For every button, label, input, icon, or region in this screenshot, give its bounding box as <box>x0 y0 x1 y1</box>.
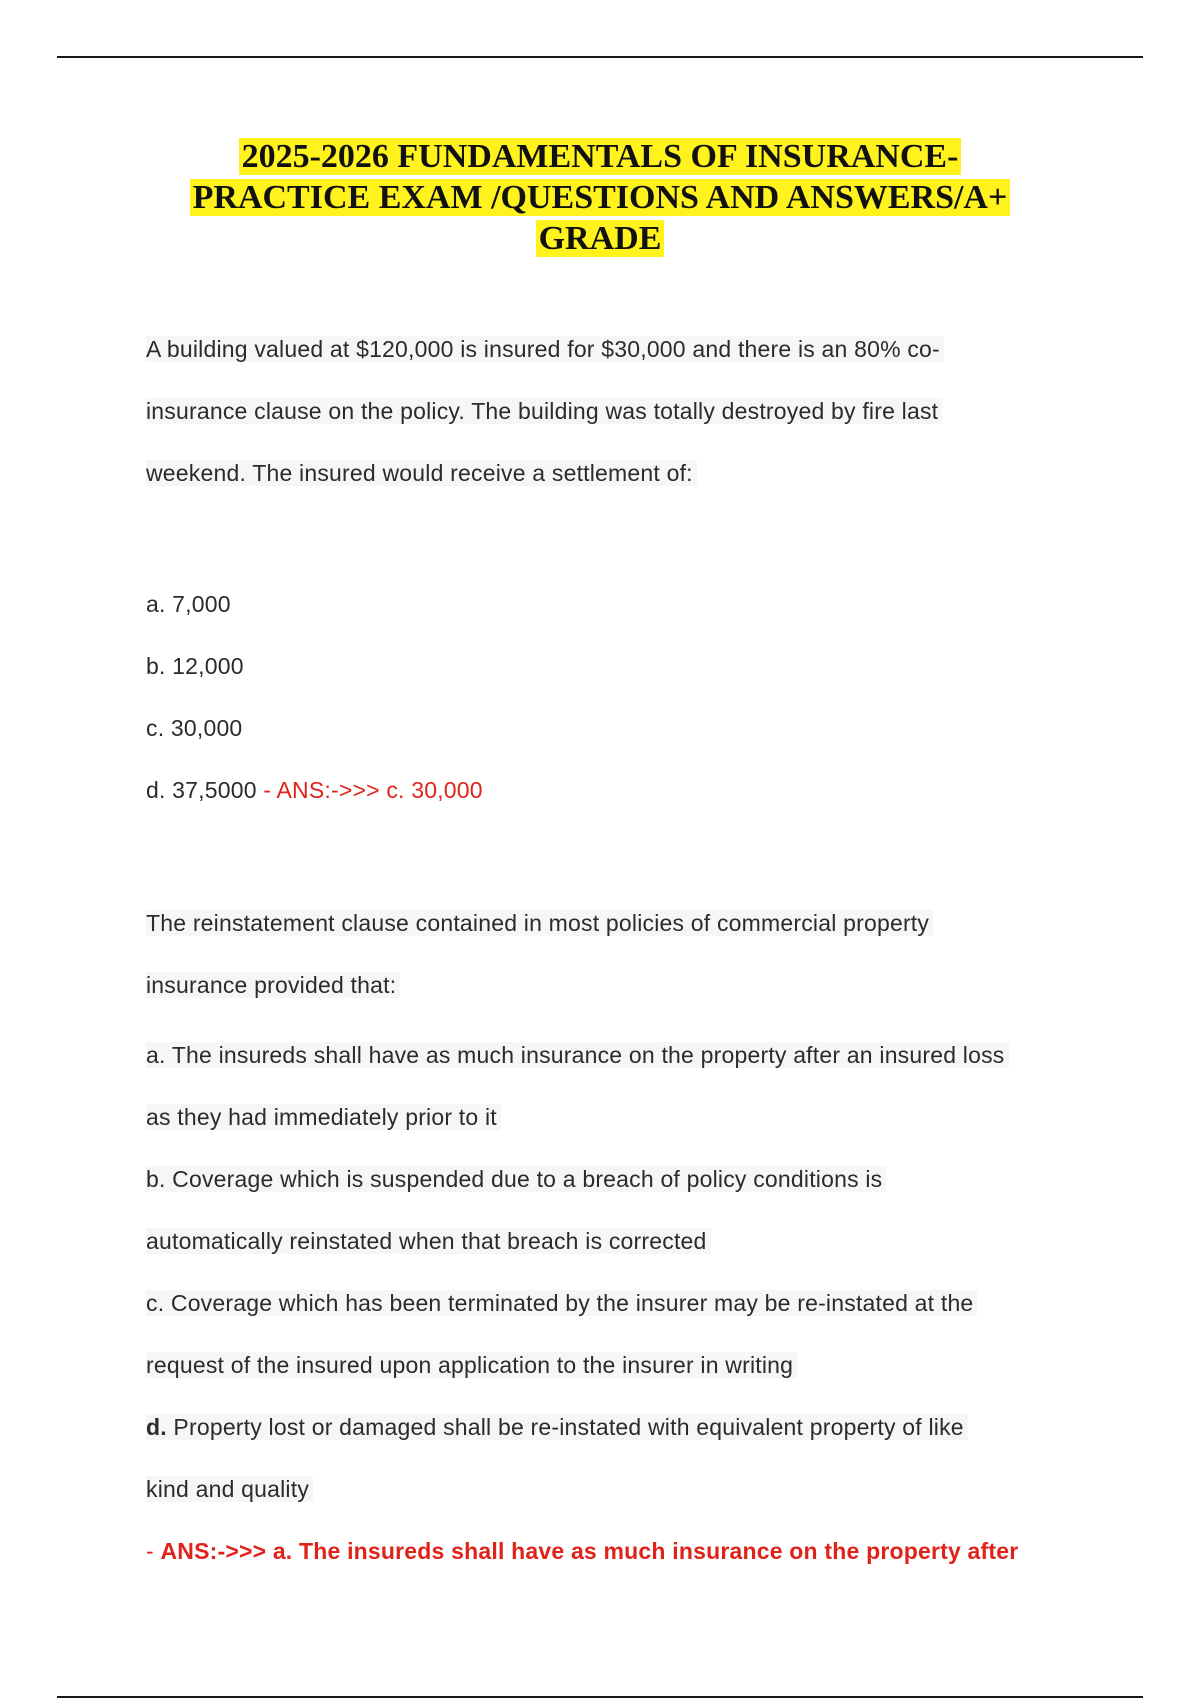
q1-option-d-text: d. 37,5000 <box>146 777 257 803</box>
title-line-2: PRACTICE EXAM /QUESTIONS AND ANSWERS/A+ <box>190 179 1011 216</box>
q2-option-d-text: Property lost or damaged shall be re-instated with equivalent property of like <box>166 1414 964 1440</box>
q2-option-b-line-1: b. Coverage which is suspended due to a breach of policy conditions is <box>146 1164 886 1194</box>
q2-option-d-line-2: kind and quality <box>146 1474 313 1504</box>
q1-option-b: b. 12,000 <box>146 653 244 679</box>
q1-option-c: c. 30,000 <box>146 715 243 741</box>
title-line-3: GRADE <box>536 220 665 257</box>
q1-option-a: a. 7,000 <box>146 591 231 617</box>
q2-answer-line <box>146 1536 1018 1566</box>
q1-stem-line-3: weekend. The insured would receive a settlement of: <box>146 458 697 488</box>
q2-stem-line-2: insurance provided that: <box>146 970 400 1000</box>
document-title <box>60 136 1140 259</box>
q2-option-d-letter: d. <box>146 1414 167 1440</box>
q2-option-d-line-1 <box>146 1412 968 1442</box>
q1-option-d <box>146 775 483 805</box>
q2-answer-prefix: - <box>146 1538 161 1564</box>
q2-stem-line-1: The reinstatement clause contained in most policies of commercial property <box>146 908 933 938</box>
bottom-rule <box>57 1696 1143 1698</box>
q1-stem-line-2: insurance clause on the policy. The building was totally destroyed by fire last <box>146 396 942 426</box>
q2-option-a-line-1: a. The insureds shall have as much insurance on the property after an insured loss <box>146 1040 1009 1070</box>
q1-answer-prefix: - ANS:->>> <box>256 777 387 803</box>
q2-option-b-line-2: automatically reinstated when that breach is corrected <box>146 1226 711 1256</box>
q2-option-c-line-1: c. Coverage which has been terminated by the insurer may be re-instated at the <box>146 1288 977 1318</box>
q2-option-a-line-2: as they had immediately prior to it <box>146 1102 501 1132</box>
top-rule <box>57 56 1143 58</box>
q2-option-c-line-2: request of the insured upon application to the insurer in writing <box>146 1350 797 1380</box>
q1-answer: c. 30,000 <box>386 777 483 803</box>
q1-stem-line-1: A building valued at $120,000 is insured for $30,000 and there is an 80% co- <box>146 334 944 364</box>
title-line-1: 2025-2026 FUNDAMENTALS OF INSURANCE- <box>239 138 962 175</box>
q2-answer: ANS:->>> a. The insureds shall have as much insurance on the property after <box>160 1538 1019 1564</box>
